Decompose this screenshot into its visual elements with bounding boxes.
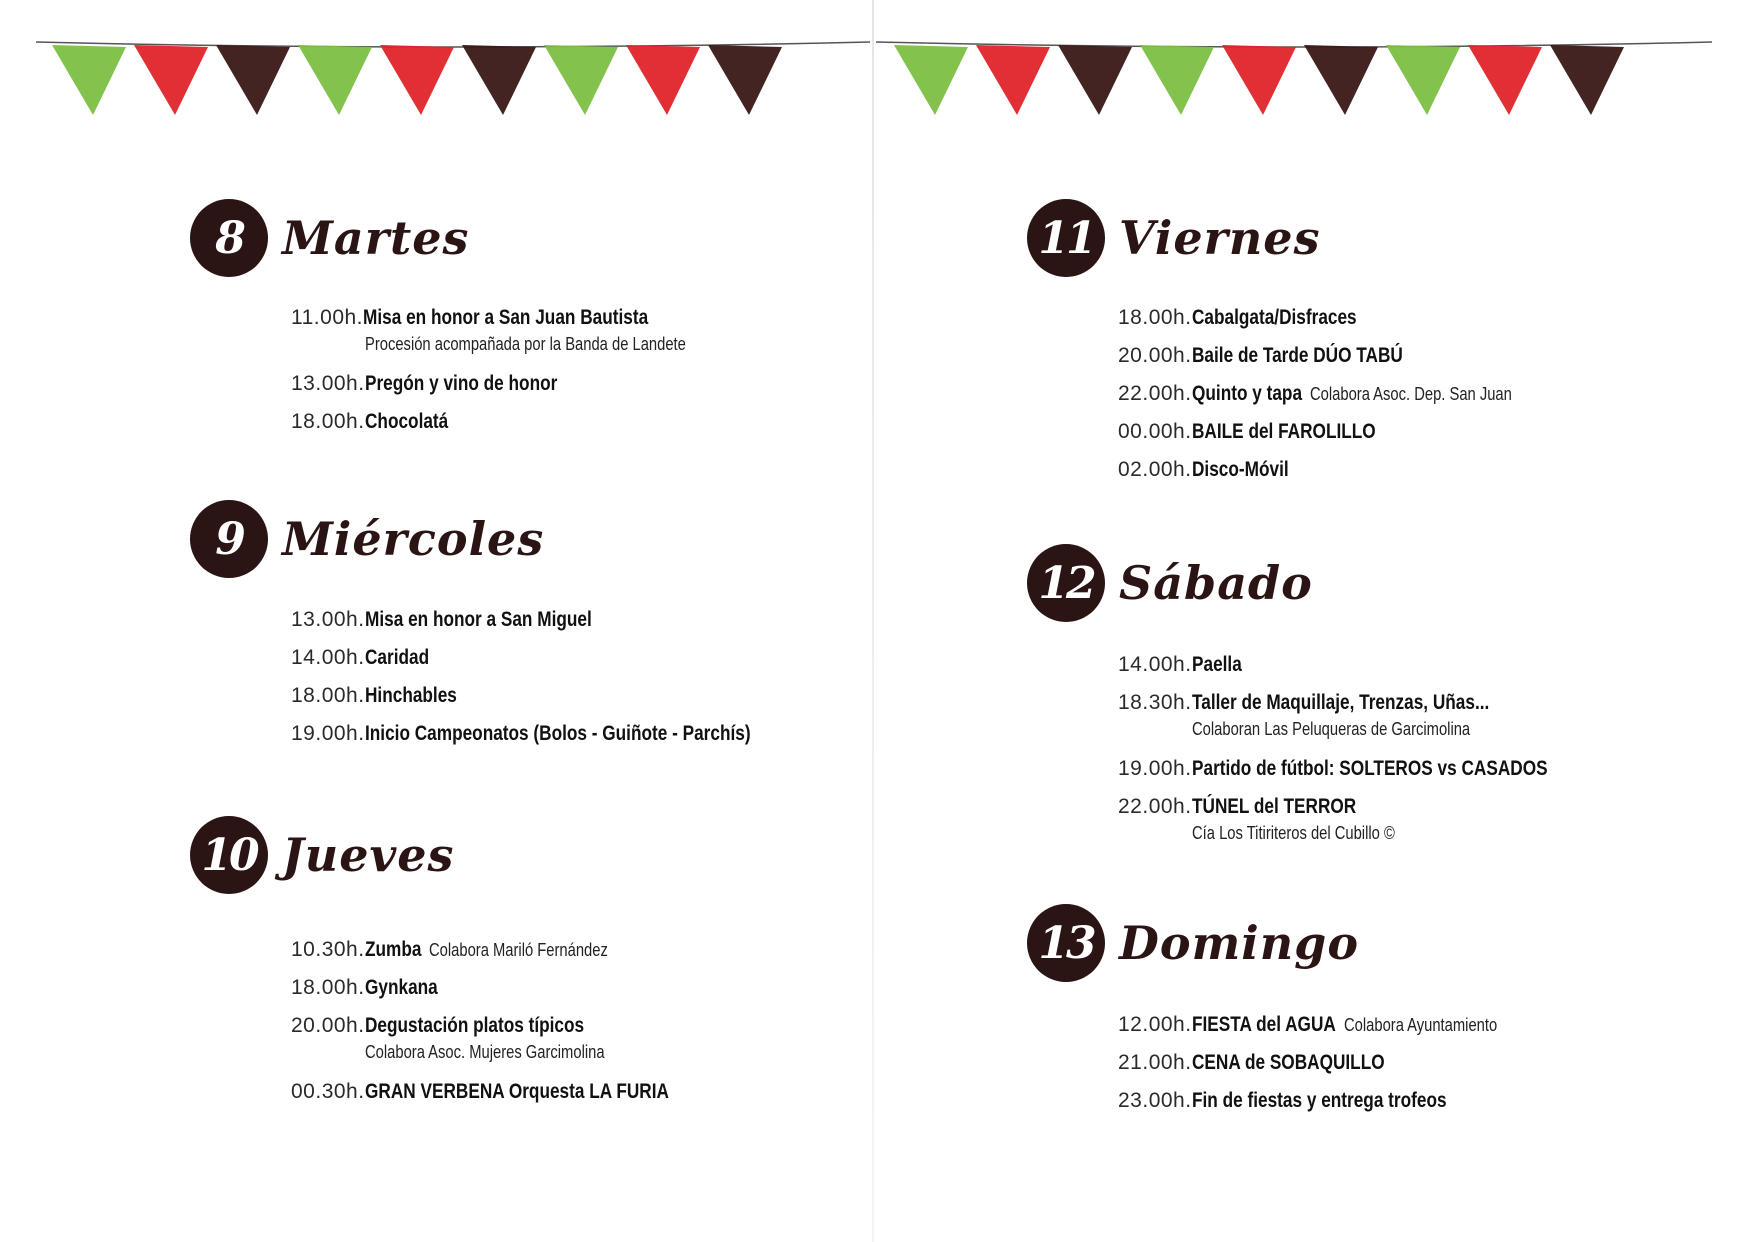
event-item: [1118, 1089, 1502, 1113]
event-time: 13.00h.: [291, 372, 365, 395]
bunting-flag: [134, 45, 208, 115]
bunting-flag: [1304, 45, 1378, 115]
day-number-badge: 11: [1027, 199, 1105, 277]
event-title: Cabalgata/Disfraces: [1191, 306, 1357, 329]
day-header-8: [190, 193, 469, 283]
event-title: Chocolatá: [364, 410, 448, 433]
day-name: Viernes: [1119, 211, 1321, 265]
event-time: 18.00h.: [291, 976, 365, 999]
event-title: Misa en honor a San Miguel: [364, 608, 592, 631]
day-name: Martes: [282, 211, 470, 265]
day-name: Miércoles: [282, 512, 545, 566]
event-item: [1118, 1013, 1531, 1037]
event-title: Disco-Móvil: [1191, 458, 1289, 481]
event-title: Pregón y vino de honor: [364, 372, 557, 395]
event-time: 11.00h.: [291, 306, 364, 329]
event-item: [1118, 653, 1252, 677]
day-name: Sábado: [1119, 556, 1313, 610]
event-item: [1118, 691, 1554, 740]
bunting-flag: [1140, 45, 1214, 115]
event-item: [291, 372, 599, 396]
event-time: 21.00h.: [1118, 1051, 1192, 1074]
bunting-flag: [1386, 45, 1460, 115]
day-number-badge: 12: [1027, 544, 1105, 622]
day-name: Domingo: [1119, 916, 1360, 970]
day-number-badge: 10: [190, 816, 268, 894]
bunting-flag: [894, 45, 968, 115]
event-item: [291, 1080, 735, 1104]
day-header-9: [190, 494, 544, 584]
event-item: [291, 410, 466, 434]
event-subtitle: Colaboran Las Peluqueras de Garcimolina: [1192, 719, 1471, 739]
event-time: 14.00h.: [1118, 653, 1192, 676]
event-time: 20.00h.: [291, 1014, 365, 1037]
event-title: Baile de Tarde DÚO TABÚ: [1191, 344, 1403, 367]
day-header-11: [1027, 193, 1320, 283]
event-item: [291, 608, 641, 632]
bunting-flag: [1468, 45, 1542, 115]
day-header-13: [1027, 898, 1359, 988]
bunting-flag: [298, 45, 372, 115]
bunting-decoration: [0, 0, 1754, 130]
bunting-flag: [1058, 45, 1132, 115]
event-item: [291, 646, 443, 670]
event-title: Gynkana: [364, 976, 438, 999]
event-title: Paella: [1191, 653, 1242, 676]
event-title: Hinchables: [364, 684, 457, 707]
bunting-flag: [1550, 45, 1624, 115]
event-time: 18.00h.: [291, 684, 365, 707]
event-title: BAILE del FAROLILLO: [1191, 420, 1376, 443]
event-title: CENA de SOBAQUILLO: [1191, 1051, 1385, 1074]
event-item: [1118, 757, 1625, 781]
event-item: [1118, 382, 1556, 406]
event-item: [1118, 344, 1449, 368]
event-item: [291, 684, 477, 708]
bunting-flag: [380, 45, 454, 115]
event-title: Partido de fútbol: SOLTEROS vs CASADOS: [1191, 757, 1548, 780]
event-time: 23.00h.: [1118, 1089, 1192, 1112]
event-item: [291, 306, 756, 355]
bunting-flag: [52, 45, 126, 115]
event-time: 19.00h.: [1118, 757, 1192, 780]
event-title: FIESTA del AGUA: [1191, 1013, 1336, 1036]
event-time: 22.00h.: [1118, 795, 1192, 818]
bunting-flag: [462, 45, 536, 115]
day-number-badge: 9: [190, 500, 268, 578]
day-number-badge: 8: [190, 199, 268, 277]
event-item: [1118, 458, 1309, 482]
event-title: Caridad: [364, 646, 429, 669]
event-subtitle: Colabora Asoc. Mujeres Garcimolina: [365, 1042, 605, 1062]
event-time: 13.00h.: [291, 608, 365, 631]
event-item: [1118, 306, 1392, 330]
event-title: Quinto y tapa: [1191, 382, 1302, 405]
event-item: [291, 1014, 657, 1063]
bunting-flag: [544, 45, 618, 115]
event-time: 19.00h.: [291, 722, 365, 745]
event-item: [1118, 420, 1416, 444]
event-time: 20.00h.: [1118, 344, 1192, 367]
event-time: 10.30h.: [291, 938, 365, 961]
bunting-flag: [976, 45, 1050, 115]
bunting-flag: [216, 45, 290, 115]
event-title: Taller de Maquillaje, Trenzas, Uñas...: [1191, 691, 1489, 714]
event-time: 18.30h.: [1118, 691, 1192, 714]
day-header-12: [1027, 538, 1313, 628]
bunting-flag: [708, 45, 782, 115]
event-item: [291, 938, 647, 962]
event-subtitle: Cía Los Titiriteros del Cubillo ©: [1192, 823, 1395, 843]
event-time: 22.00h.: [1118, 382, 1192, 405]
event-time: 18.00h.: [1118, 306, 1192, 329]
event-title: Zumba: [364, 938, 422, 961]
event-item: [291, 722, 835, 746]
event-time: 00.00h.: [1118, 420, 1192, 443]
day-name: Jueves: [282, 828, 455, 882]
event-title: Inicio Campeonatos (Bolos - Guiñote - Parchís): [364, 722, 751, 745]
event-title: Misa en honor a San Juan Bautista: [363, 306, 649, 329]
event-time: 14.00h.: [291, 646, 365, 669]
event-title: GRAN VERBENA Orquesta LA FURIA: [364, 1080, 669, 1103]
event-subtitle: Procesión acompañada por la Banda de Landete: [365, 334, 686, 354]
bunting-flag: [626, 45, 700, 115]
day-header-10: [190, 810, 454, 900]
event-title: Degustación platos típicos: [364, 1014, 584, 1037]
event-item: [291, 976, 453, 1000]
event-time: 18.00h.: [291, 410, 365, 433]
bunting-flag: [1222, 45, 1296, 115]
day-number-badge: 13: [1027, 904, 1105, 982]
event-note: Colabora Ayuntamiento: [1343, 1015, 1498, 1035]
event-item: [1118, 1051, 1426, 1075]
event-time: 02.00h.: [1118, 458, 1192, 481]
event-note: Colabora Asoc. Dep. San Juan: [1309, 384, 1512, 404]
event-item: [1118, 795, 1439, 844]
event-title: TÚNEL del TERROR: [1191, 795, 1356, 818]
event-time: 00.30h.: [291, 1080, 365, 1103]
event-note: Colabora Mariló Fernández: [428, 940, 608, 960]
page-fold: [872, 0, 874, 1242]
event-title: Fin de fiestas y entrega trofeos: [1191, 1089, 1447, 1112]
event-time: 12.00h.: [1118, 1013, 1192, 1036]
